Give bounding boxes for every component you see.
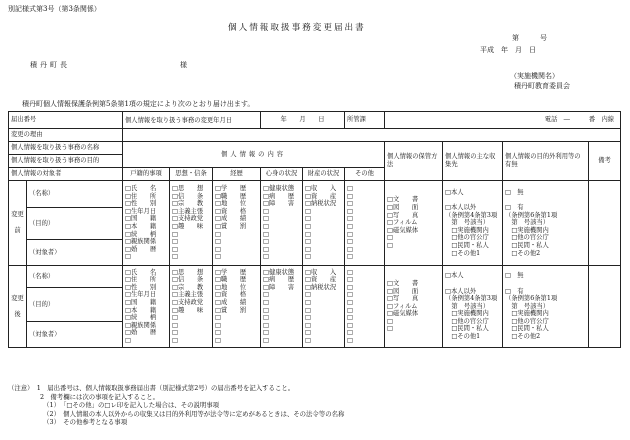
checkbox-item[interactable]: □ 有 xyxy=(505,287,524,295)
checkbox-item[interactable]: □ xyxy=(305,314,311,322)
checkbox-item[interactable]: □ xyxy=(263,230,269,238)
checkbox-item[interactable]: □実施機関内 xyxy=(505,226,549,234)
checkbox-item[interactable]: □ xyxy=(215,238,221,246)
checkbox-item: （条例第6条第1項 xyxy=(505,211,558,219)
checkbox-item[interactable]: □磁気媒体 xyxy=(387,310,419,318)
checkbox-item[interactable]: □支持政党 xyxy=(172,298,204,306)
checkbox-item[interactable]: □ xyxy=(263,223,269,230)
remarks-header: 備考 xyxy=(589,142,621,181)
storage-col-before xyxy=(385,181,443,266)
checkbox-item xyxy=(505,280,586,288)
checkbox-item[interactable]: □ xyxy=(347,215,353,223)
checkbox-item[interactable]: □ xyxy=(347,329,353,337)
checkbox-item[interactable]: □写 真 xyxy=(387,295,419,303)
checkbox-item[interactable]: □親族関係 xyxy=(125,238,157,246)
checkbox-item[interactable]: □ xyxy=(172,230,178,238)
checkbox-item[interactable]: □ xyxy=(215,253,221,261)
checkbox-item[interactable]: □思 想 xyxy=(172,268,204,276)
keireki-col-after xyxy=(213,266,261,348)
checkbox-item[interactable]: □民間・私人 xyxy=(445,241,489,249)
purpose-field-before[interactable]: （目的） xyxy=(27,208,123,240)
koseki-col-before xyxy=(123,181,170,266)
checkbox-item[interactable]: □フィルム xyxy=(387,302,418,310)
notes xyxy=(8,384,344,427)
checkbox-item[interactable]: □ xyxy=(263,245,269,253)
checkbox-item: 第 号該当） xyxy=(505,302,550,310)
checkbox-item[interactable]: □地 位 xyxy=(215,283,247,291)
checkbox-item[interactable]: □婚 暦 xyxy=(125,329,157,337)
shinshin-col-before xyxy=(261,181,303,266)
use-col-after xyxy=(503,266,589,348)
addressee-sama: 様 xyxy=(180,61,187,69)
checkbox-item[interactable]: □磁気媒体 xyxy=(387,226,419,234)
checkbox-item[interactable]: □主義主張 xyxy=(172,207,204,215)
checkbox-item[interactable]: □その他1 xyxy=(445,333,481,341)
checkbox-item: （条例第4条第3項 xyxy=(445,295,498,303)
checkbox-item[interactable]: □文 書 xyxy=(387,279,419,287)
note-line: （3） その他参考となる事項 xyxy=(8,418,128,427)
checkbox-item xyxy=(445,280,500,288)
checkbox-item[interactable]: □成 績 xyxy=(215,215,247,223)
checkbox-item[interactable]: □ xyxy=(172,336,178,344)
checkbox-item[interactable]: □文 書 xyxy=(387,196,419,204)
checkbox-item[interactable]: □ 無 xyxy=(505,188,524,196)
checkbox-item[interactable]: □実施機関内 xyxy=(505,310,549,318)
checkbox-item[interactable]: □信 条 xyxy=(172,192,204,200)
page-title: 個人情報取扱事務変更届出書 xyxy=(228,23,366,33)
checkbox-item[interactable]: □ xyxy=(347,276,353,284)
checkbox-item[interactable]: □国 籍 xyxy=(125,298,157,306)
checkbox-item[interactable]: □ xyxy=(305,253,311,261)
checkbox-item[interactable]: □病 歴 xyxy=(263,276,295,284)
checkbox-item[interactable]: □婚 暦 xyxy=(125,245,157,253)
checkbox-item[interactable]: □ xyxy=(305,321,311,329)
checkbox-item[interactable]: □ xyxy=(387,234,393,242)
checkbox-item: （条例第4条第3項 xyxy=(445,211,498,219)
checkbox-item[interactable]: □ xyxy=(172,329,178,337)
note-line: （2） 個人情報の本人以外からの収集又は目的外利用等が法令等に定めがあるときは、その法令等の名称 xyxy=(8,409,345,418)
checkbox-item[interactable]: □ xyxy=(263,314,269,322)
checkbox-item[interactable]: □その他1 xyxy=(445,249,481,257)
checkbox-item[interactable]: □職 歴 xyxy=(215,276,247,284)
checkbox-item[interactable]: □ 有 xyxy=(505,204,524,212)
change-form-table xyxy=(8,111,621,348)
checkbox-item[interactable]: □地 位 xyxy=(215,200,247,208)
checkbox-item[interactable]: □続 柄 xyxy=(125,230,157,238)
form-number: 別記様式第3号（第3条関係） xyxy=(8,5,101,13)
date-line: 平成 年 月 日 xyxy=(480,46,536,54)
checkbox-item[interactable]: □収 入 xyxy=(305,268,337,276)
checkbox-item[interactable]: □ xyxy=(215,336,221,344)
checkbox-item[interactable]: □民間・私人 xyxy=(505,325,549,333)
checkbox-item[interactable]: □賞 罰 xyxy=(215,223,247,230)
use-header: 個人情報の目的外利用等の有無 xyxy=(503,142,589,181)
keireki-col-before xyxy=(213,181,261,266)
checkbox-item[interactable]: □ xyxy=(263,306,269,314)
checkbox-item[interactable]: □納税状況 xyxy=(305,283,337,291)
checkbox-item[interactable]: □信 条 xyxy=(172,276,204,284)
checkbox-item[interactable]: □ xyxy=(347,336,353,344)
zaisan-col-after xyxy=(303,266,345,348)
checkbox-item[interactable]: □図 面 xyxy=(387,287,419,295)
checkbox-item[interactable]: □本 籍 xyxy=(125,223,157,230)
cat-shiso: 思想・信条 xyxy=(170,168,213,181)
checkbox-item[interactable]: □ xyxy=(347,200,353,208)
checkbox-item[interactable]: □学 歴 xyxy=(215,268,247,276)
checkbox-item[interactable]: □生年月日 xyxy=(125,291,157,299)
checkbox-item: （条例第6条第1項 xyxy=(505,295,558,303)
checkbox-item[interactable]: □ xyxy=(347,321,353,329)
block-after-label: 変更後 xyxy=(9,266,27,348)
checkbox-item[interactable]: □資 産 xyxy=(305,276,337,284)
checkbox-item[interactable]: □氏 名 xyxy=(125,185,157,193)
subjects-field-before[interactable]: （対象者） xyxy=(27,240,123,266)
checkbox-item[interactable]: □宗 教 xyxy=(172,200,204,208)
reason-label: 変更の理由 xyxy=(9,129,123,142)
checkbox-item[interactable]: □民間・私人 xyxy=(505,241,549,249)
checkbox-item[interactable]: □主義主張 xyxy=(172,291,204,299)
checkbox-item[interactable]: □本人以外 xyxy=(445,204,477,212)
remarks-before[interactable] xyxy=(589,181,621,266)
checkbox-item[interactable]: □ xyxy=(172,321,178,329)
checkbox-item[interactable]: □ xyxy=(305,329,311,337)
other-col-after xyxy=(345,266,385,348)
checkbox-item[interactable]: □職 歴 xyxy=(215,192,247,200)
checkbox-item[interactable]: □図 面 xyxy=(387,204,419,212)
purpose-label: 個人情報を取り扱う事務の目的 xyxy=(9,155,123,168)
checkbox-item[interactable]: □ xyxy=(263,207,269,215)
source-col-before xyxy=(443,181,503,266)
checkbox-item[interactable]: □ xyxy=(305,291,311,299)
checkbox-item[interactable]: □民間・私人 xyxy=(445,325,489,333)
storage-col-after xyxy=(385,266,443,348)
checkbox-item[interactable]: □ xyxy=(387,241,393,249)
change-date-label: 個人情報を取り扱う事務の変更年月日 xyxy=(123,112,261,129)
checkbox-item[interactable]: □他の官公庁 xyxy=(445,317,489,325)
checkbox-item[interactable]: □フィルム xyxy=(387,219,418,227)
checkbox-item[interactable]: □ xyxy=(172,253,178,261)
block-before-label: 変更前 xyxy=(9,181,27,266)
checkbox-item[interactable]: □ xyxy=(215,230,221,238)
storage-header: 個人情報の保管方法 xyxy=(385,142,443,181)
checkbox-item[interactable]: □資 格 xyxy=(215,207,247,215)
checkbox-item[interactable]: □ xyxy=(387,325,393,333)
checkbox-item[interactable]: □ xyxy=(347,238,353,246)
checkbox-item[interactable]: □ xyxy=(172,314,178,322)
checkbox-item xyxy=(505,196,586,204)
checkbox-item[interactable]: □氏 名 xyxy=(125,268,157,276)
checkbox-item[interactable]: □国 籍 xyxy=(125,215,157,223)
subjects-label: 個人情報の対象者 xyxy=(9,168,123,181)
checkbox-item[interactable]: □親族関係 xyxy=(125,321,157,329)
checkbox-item xyxy=(445,196,500,204)
note-line: 2 備考欄には次の事項を記入すること。 xyxy=(8,392,160,401)
use-col-before xyxy=(503,181,589,266)
checkbox-item[interactable]: □障 害 xyxy=(263,200,295,208)
zaisan-col-before xyxy=(303,181,345,266)
checkbox-item[interactable]: □ xyxy=(263,329,269,337)
checkbox-item[interactable]: □病 歴 xyxy=(263,192,295,200)
checkbox-item[interactable]: □ xyxy=(305,215,311,223)
checkbox-item[interactable]: □ xyxy=(305,298,311,306)
checkbox-item[interactable]: □ xyxy=(215,314,221,322)
koseki-col-after xyxy=(123,266,170,348)
purpose-field-after[interactable]: （目的） xyxy=(27,288,123,322)
checkbox-item[interactable]: □賞 罰 xyxy=(215,306,247,314)
cat-zaisan: 財産の状況 xyxy=(303,168,345,181)
checkbox-item[interactable]: □本人 xyxy=(445,188,464,196)
checkbox-item[interactable]: □続 柄 xyxy=(125,314,157,322)
checkbox-item[interactable]: □ xyxy=(263,291,269,299)
checkbox-item[interactable]: □生年月日 xyxy=(125,207,157,215)
checkbox-item[interactable]: □ xyxy=(347,192,353,200)
checkbox-item[interactable]: □実施機関内 xyxy=(445,310,489,318)
checkbox-item[interactable]: □ xyxy=(347,207,353,215)
phone-field[interactable]: 電話 ― 番 内線 xyxy=(385,112,621,129)
checkbox-item[interactable]: □納税状況 xyxy=(305,200,337,208)
checkbox-item[interactable]: □ xyxy=(347,306,353,314)
department-label: 所管課 xyxy=(345,112,385,129)
checkbox-item[interactable]: □ xyxy=(347,253,353,261)
cat-koseki: 戸籍的事項 xyxy=(123,168,170,181)
checkbox-item[interactable]: □ xyxy=(305,207,311,215)
checkbox-item[interactable]: □趣 味 xyxy=(172,306,204,314)
checkbox-item[interactable]: □本人 xyxy=(445,272,464,280)
checkbox-item[interactable]: □健康状態 xyxy=(263,268,295,276)
business-name-label: 個人情報を取り扱う事務の名称 xyxy=(9,142,123,155)
checkbox-item[interactable]: □趣 味 xyxy=(172,223,204,230)
checkbox-item[interactable]: □ xyxy=(305,336,311,344)
checkbox-item[interactable]: □ xyxy=(263,336,269,344)
checkbox-item[interactable]: □ xyxy=(263,321,269,329)
checkbox-item[interactable]: □ xyxy=(305,306,311,314)
checkbox-item[interactable]: □支持政党 xyxy=(172,215,204,223)
cat-shinshin: 心身の状況 xyxy=(261,168,303,181)
checkbox-item[interactable]: □ xyxy=(215,329,221,337)
checkbox-item[interactable]: □ 無 xyxy=(505,272,524,280)
shiso-col-after xyxy=(170,266,213,348)
checkbox-item[interactable]: □ xyxy=(263,298,269,306)
checkbox-item[interactable]: □収 入 xyxy=(305,185,337,193)
shinshin-col-after xyxy=(261,266,303,348)
checkbox-item: 第 号該当） xyxy=(445,219,490,227)
checkbox-item[interactable]: □ xyxy=(263,215,269,223)
checkbox-item[interactable]: □資 格 xyxy=(215,291,247,299)
checkbox-item[interactable]: □ xyxy=(347,245,353,253)
cat-other: その他 xyxy=(345,168,385,181)
other-col-before xyxy=(345,181,385,266)
checkbox-item[interactable]: □思 想 xyxy=(172,185,204,193)
checkbox-item[interactable]: □ xyxy=(125,336,131,344)
content-header: 個人情報の内容 xyxy=(123,142,385,168)
checkbox-item[interactable]: □ xyxy=(305,238,311,246)
checkbox-item[interactable]: □学 歴 xyxy=(215,185,247,193)
source-col-after xyxy=(443,266,503,348)
cat-keireki: 経歴 xyxy=(213,168,261,181)
checkbox-item[interactable]: □住 所 xyxy=(125,192,157,200)
reason-value[interactable] xyxy=(123,129,621,142)
checkbox-item[interactable]: □宗 教 xyxy=(172,283,204,291)
checkbox-item[interactable]: □本 籍 xyxy=(125,306,157,314)
note-line: （1） 「□その他」の□レ印を記入した場合は、その説明事項 xyxy=(8,401,220,410)
addressee: 積丹町長 xyxy=(30,61,70,69)
checkbox-item[interactable]: □ xyxy=(347,291,353,299)
number-line: 第 号 xyxy=(512,34,547,42)
checkbox-item[interactable]: □ xyxy=(305,245,311,253)
source-header: 個人情報の主な収集先 xyxy=(443,142,503,181)
checkbox-item[interactable]: □ xyxy=(172,245,178,253)
checkbox-item[interactable]: □健康状態 xyxy=(263,185,295,193)
checkbox-item[interactable]: □住 所 xyxy=(125,276,157,284)
checkbox-item[interactable]: □ xyxy=(347,230,353,238)
checkbox-item[interactable]: □ xyxy=(347,314,353,322)
agency-label: （実施機関名） xyxy=(510,72,559,80)
change-date-value[interactable]: 年 月 日 xyxy=(261,112,345,129)
checkbox-item[interactable]: □他の官公庁 xyxy=(445,234,489,242)
checkbox-item[interactable]: □ xyxy=(347,223,353,230)
checkbox-item[interactable]: □性 別 xyxy=(125,200,157,208)
checkbox-item[interactable]: □写 真 xyxy=(387,211,419,219)
checkbox-item[interactable]: □ xyxy=(305,230,311,238)
note-line: （注意） 1 届出番号は、個人情報取扱事務届出書（別記様式第2号）の届出番号を記入すること。 xyxy=(8,384,295,392)
checkbox-item[interactable]: □ xyxy=(347,185,353,193)
agency-name: 積丹町教育委員会 xyxy=(514,82,570,90)
checkbox-item[interactable]: □ xyxy=(263,253,269,261)
checkbox-item[interactable]: □本人以外 xyxy=(445,287,477,295)
checkbox-item[interactable]: □他の官公庁 xyxy=(505,317,549,325)
checkbox-item[interactable]: □その他2 xyxy=(505,333,541,341)
checkbox-item[interactable]: □成 績 xyxy=(215,298,247,306)
checkbox-item[interactable]: □ xyxy=(172,238,178,246)
checkbox-item: 第 号該当） xyxy=(445,302,490,310)
checkbox-item[interactable]: □ xyxy=(387,317,393,325)
checkbox-item[interactable]: □ xyxy=(305,223,311,230)
subjects-field-after[interactable]: （対象者） xyxy=(27,322,123,348)
name-field-before[interactable]: （名称） xyxy=(27,181,123,208)
checkbox-item: 第 号該当） xyxy=(505,219,550,227)
checkbox-item[interactable]: □その他2 xyxy=(505,249,541,257)
checkbox-item[interactable]: □ xyxy=(347,268,353,276)
checkbox-item[interactable]: □ xyxy=(263,238,269,246)
intro-text: 積丹町個人情報保護条例第5条第1項の規定により次のとおり届け出ます。 xyxy=(22,100,255,108)
checkbox-item[interactable]: □ xyxy=(347,298,353,306)
checkbox-item[interactable]: □障 害 xyxy=(263,283,295,291)
checkbox-item[interactable]: □ xyxy=(215,321,221,329)
checkbox-item[interactable]: □ xyxy=(347,283,353,291)
shiso-col-before xyxy=(170,181,213,266)
name-field-after[interactable]: （名称） xyxy=(27,266,123,288)
remarks-after[interactable] xyxy=(589,266,621,348)
checkbox-item[interactable]: □他の官公庁 xyxy=(505,234,549,242)
checkbox-item[interactable]: □資 産 xyxy=(305,192,337,200)
checkbox-item[interactable]: □性 別 xyxy=(125,283,157,291)
checkbox-item[interactable]: □ xyxy=(125,253,131,261)
todoke-no-label: 届出番号 xyxy=(9,112,123,129)
checkbox-item[interactable]: □実施機関内 xyxy=(445,226,489,234)
checkbox-item[interactable]: □ xyxy=(215,245,221,253)
